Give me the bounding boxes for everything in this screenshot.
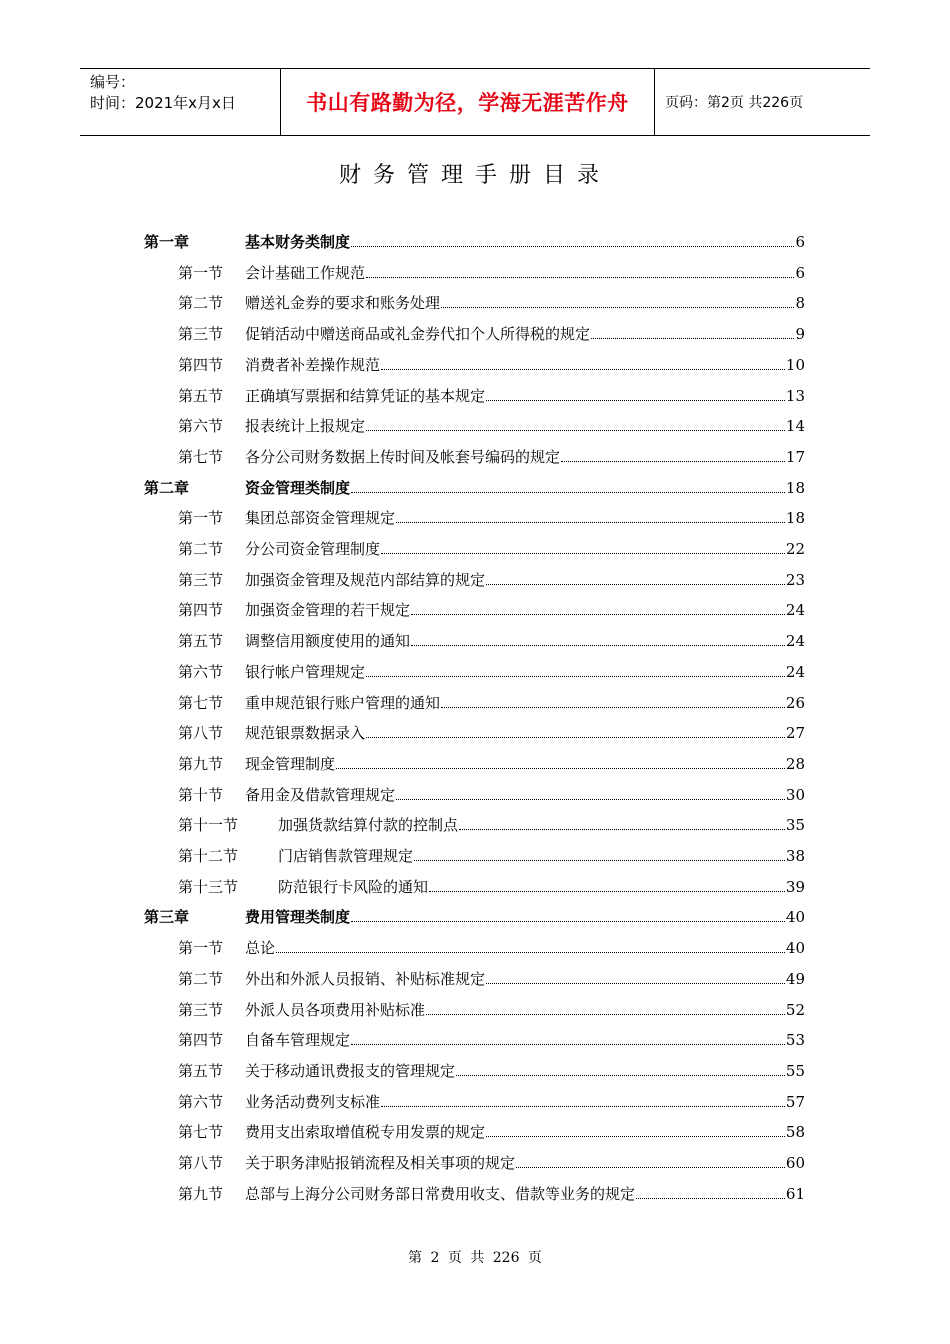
toc-section-entry[interactable]	[0, 348, 950, 379]
toc-dot-leader	[561, 461, 785, 462]
toc-chapter-entry[interactable]	[0, 471, 950, 502]
toc-section-entry[interactable]	[0, 870, 950, 901]
toc-page-number: 52	[785, 1000, 805, 1019]
toc-entry-title: 银行帐户管理规定	[245, 662, 366, 681]
toc-entry-label: 第一节	[178, 509, 224, 528]
toc-entry-title: 各分公司财务数据上传时间及帐套号编码的规定	[245, 447, 561, 466]
toc-page-number: 8	[795, 294, 805, 313]
toc-dot-leader	[351, 1044, 785, 1045]
toc-entry-label: 第十三节	[178, 877, 239, 896]
toc-section-entry[interactable]	[0, 1115, 950, 1146]
toc-entry-title: 业务活动费列支标准	[245, 1092, 381, 1111]
toc-page-number: 57	[785, 1092, 805, 1111]
toc-entry-title: 备用金及借款管理规定	[245, 785, 396, 804]
page-footer: 第 2 页 共 226 页	[408, 1250, 542, 1266]
toc-page-number: 18	[785, 478, 805, 497]
toc-dot-leader	[486, 1136, 785, 1137]
toc-page-number: 17	[785, 447, 805, 466]
toc-dot-leader	[429, 891, 785, 892]
toc-dot-leader	[381, 1106, 785, 1107]
toc-section-entry[interactable]	[0, 962, 950, 993]
toc-dot-leader	[456, 1075, 785, 1076]
toc-entry-label: 第五节	[178, 1061, 224, 1080]
toc-section-entry[interactable]	[0, 1023, 950, 1054]
toc-page-number: 53	[785, 1031, 805, 1050]
toc-page-number: 61	[785, 1184, 805, 1203]
toc-section-entry[interactable]	[0, 808, 950, 839]
toc-page-number: 10	[785, 355, 805, 374]
toc-dot-leader	[366, 430, 785, 431]
toc-entry-title: 门店销售款管理规定	[278, 847, 414, 865]
toc-page-number: 22	[785, 540, 805, 558]
toc-entry-label: 第三节	[178, 1000, 224, 1019]
toc-entry-title: 外出和外派人员报销、补贴标准规定	[245, 969, 486, 988]
toc-entry-label: 第九节	[178, 1184, 224, 1203]
toc-page-number: 49	[785, 969, 805, 988]
toc-section-entry[interactable]	[0, 532, 950, 563]
toc-entry-label: 第二节	[178, 969, 224, 988]
toc-section-entry[interactable]	[0, 286, 950, 317]
toc-entry-title: 自备车管理规定	[245, 1031, 351, 1050]
toc-entry-label: 第九节	[178, 754, 224, 773]
toc-entry-title: 重申规范银行账户管理的通知	[245, 693, 441, 712]
toc-entry-title: 总论	[245, 939, 276, 958]
toc-dot-leader	[396, 799, 785, 800]
toc-entry-title: 赠送礼金券的要求和账务处理	[245, 294, 441, 313]
toc-entry-label: 第五节	[178, 386, 224, 405]
toc-entry-label: 第一节	[178, 263, 224, 282]
toc-section-entry[interactable]	[0, 747, 950, 778]
toc-entry-title: 分公司资金管理制度	[245, 540, 381, 558]
toc-entry-title: 会计基础工作规范	[245, 263, 366, 282]
toc-section-entry[interactable]	[0, 1177, 950, 1208]
toc-entry-label: 第六节	[178, 417, 224, 436]
toc-entry-title: 防范银行卡风险的通知	[278, 877, 429, 896]
toc-entry-title: 规范银票数据录入	[245, 724, 366, 743]
header-info-cell	[80, 69, 281, 135]
toc-section-entry[interactable]	[0, 563, 950, 594]
toc-entry-label: 第十节	[178, 785, 224, 804]
toc-dot-leader	[486, 400, 785, 401]
toc-dot-leader	[276, 952, 785, 953]
toc-section-entry[interactable]	[0, 624, 950, 655]
toc-entry-label: 第六节	[178, 662, 224, 681]
toc-dot-leader	[636, 1198, 785, 1199]
toc-page-number: 39	[785, 877, 805, 896]
toc-entry-title: 促销活动中赠送商品或礼金券代扣个人所得税的规定	[245, 325, 591, 344]
toc-entry-label: 第四节	[178, 1031, 224, 1050]
toc-entry-label: 第六节	[178, 1092, 224, 1111]
toc-dot-leader	[336, 768, 785, 769]
toc-entry-title: 外派人员各项费用补贴标准	[245, 1000, 426, 1019]
toc-entry-label: 第三节	[178, 325, 224, 344]
toc-dot-leader	[591, 338, 794, 339]
toc-entry-title: 现金管理制度	[245, 754, 336, 773]
toc-entry-label: 第八节	[178, 724, 224, 743]
toc-page-number: 9	[795, 325, 805, 344]
toc-entry-title: 加强货款结算付款的控制点	[278, 816, 459, 835]
toc-entry-label: 第八节	[178, 1154, 224, 1172]
toc-dot-leader	[411, 614, 785, 615]
header-motto: 书山有路勤为径，学海无涯苦作舟	[281, 69, 655, 135]
toc-entry-label: 第一节	[178, 939, 224, 958]
document-date-label: 时间：2021年x月x日	[90, 94, 236, 112]
document-title: 财务管理手册目录	[338, 163, 611, 188]
toc-page-number: 35	[785, 816, 805, 835]
toc-page-number: 28	[785, 754, 805, 773]
toc-section-entry[interactable]	[0, 409, 950, 440]
toc-entry-label: 第二节	[178, 540, 224, 558]
toc-entry-label: 第二节	[178, 294, 224, 313]
toc-dot-leader	[396, 522, 785, 523]
toc-entry-title: 关于职务津贴报销流程及相关事项的规定	[245, 1154, 516, 1172]
toc-dot-leader	[351, 246, 794, 247]
toc-page-number: 38	[785, 847, 805, 865]
toc-entry-title: 消费者补差操作规范	[245, 355, 381, 374]
toc-dot-leader	[351, 921, 785, 922]
toc-entry-label: 第七节	[178, 693, 224, 712]
toc-dot-leader	[516, 1167, 785, 1168]
toc-chapter-entry[interactable]	[0, 225, 950, 256]
toc-page-number: 58	[785, 1123, 805, 1142]
toc-section-entry[interactable]	[0, 501, 950, 532]
toc-dot-leader	[441, 707, 785, 708]
toc-section-entry[interactable]	[0, 993, 950, 1024]
toc-dot-leader	[486, 584, 785, 585]
toc-section-entry[interactable]	[0, 1146, 950, 1177]
toc-entry-label: 第四节	[178, 601, 224, 620]
toc-section-entry[interactable]	[0, 317, 950, 348]
toc-page-number: 40	[785, 939, 805, 958]
toc-dot-leader	[426, 1014, 785, 1015]
toc-page-number: 6	[795, 263, 805, 282]
toc-dot-leader	[459, 829, 785, 830]
toc-page-number: 23	[785, 570, 805, 589]
toc-entry-title: 正确填写票据和结算凭证的基本规定	[245, 386, 486, 405]
toc-section-entry[interactable]	[0, 931, 950, 962]
toc-dot-leader	[366, 277, 794, 278]
toc-page-number: 24	[785, 632, 805, 651]
toc-entry-title: 集团总部资金管理规定	[245, 509, 396, 528]
toc-entry-label: 第一章	[144, 233, 190, 251]
toc-page-number: 60	[785, 1154, 805, 1172]
toc-section-entry[interactable]	[0, 655, 950, 686]
toc-page-number: 13	[785, 386, 805, 405]
document-number-label: 编号：	[90, 73, 136, 91]
toc-page-number: 24	[785, 662, 805, 681]
toc-entry-title: 加强资金管理及规范内部结算的规定	[245, 570, 486, 589]
toc-section-entry[interactable]	[0, 716, 950, 747]
toc-page-number: 26	[785, 693, 805, 712]
toc-entry-title: 费用管理类制度	[245, 908, 351, 927]
toc-page-number: 40	[785, 908, 805, 927]
toc-dot-leader	[366, 676, 785, 677]
toc-section-entry[interactable]	[0, 778, 950, 809]
toc-entry-label: 第四节	[178, 355, 224, 374]
toc-dot-leader	[381, 553, 785, 554]
toc-section-entry[interactable]	[0, 839, 950, 870]
toc-entry-title: 总部与上海分公司财务部日常费用收支、借款等业务的规定	[245, 1184, 636, 1203]
header-page-info: 页码：第2页 共226页	[665, 95, 804, 111]
toc-entry-title: 关于移动通讯费报支的管理规定	[245, 1061, 456, 1080]
toc-entry-title: 报表统计上报规定	[245, 417, 366, 436]
toc-chapter-entry[interactable]	[0, 900, 950, 931]
toc-page-number: 18	[785, 509, 805, 528]
toc-entry-title: 资金管理类制度	[245, 478, 351, 497]
toc-dot-leader	[414, 860, 785, 861]
toc-entry-label: 第十二节	[178, 847, 239, 865]
toc-dot-leader	[441, 307, 794, 308]
toc-dot-leader	[366, 737, 785, 738]
toc-entry-label: 第三节	[178, 570, 224, 589]
toc-section-entry[interactable]	[0, 593, 950, 624]
toc-entry-label: 第三章	[144, 908, 190, 927]
toc-entry-label: 第七节	[178, 447, 224, 466]
toc-section-entry[interactable]	[0, 1085, 950, 1116]
toc-page-number: 55	[785, 1061, 805, 1080]
toc-page-number: 27	[785, 724, 805, 743]
toc-dot-leader	[351, 492, 785, 493]
toc-section-entry[interactable]	[0, 256, 950, 287]
toc-entry-label: 第七节	[178, 1123, 224, 1142]
toc-section-entry[interactable]	[0, 686, 950, 717]
document-header-table	[80, 68, 870, 136]
toc-entry-title: 基本财务类制度	[245, 233, 351, 251]
toc-entry-label: 第二章	[144, 478, 190, 497]
toc-section-entry[interactable]	[0, 379, 950, 410]
toc-page-number: 14	[785, 417, 805, 436]
toc-dot-leader	[381, 369, 785, 370]
toc-entry-title: 调整信用额度使用的通知	[245, 632, 411, 651]
toc-dot-leader	[486, 983, 785, 984]
toc-dot-leader	[411, 645, 785, 646]
toc-entry-label: 第十一节	[178, 816, 239, 835]
toc-page-number: 6	[795, 233, 805, 251]
toc-entry-label: 第五节	[178, 632, 224, 651]
toc-section-entry[interactable]	[0, 1054, 950, 1085]
toc-page-number: 30	[785, 785, 805, 804]
toc-entry-title: 加强资金管理的若干规定	[245, 601, 411, 620]
toc-page-number: 24	[785, 601, 805, 620]
toc-entry-title: 费用支出索取增值税专用发票的规定	[245, 1123, 486, 1142]
toc-section-entry[interactable]	[0, 440, 950, 471]
